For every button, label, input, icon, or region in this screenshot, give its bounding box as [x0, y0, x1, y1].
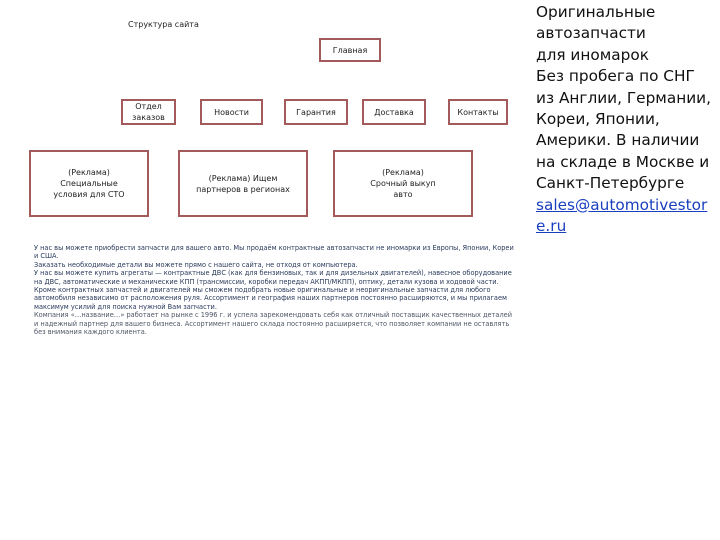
- node-orders: Отдел заказов: [121, 99, 176, 125]
- side-line: из Англии, Германии,: [536, 88, 711, 107]
- side-line: Санкт-Петербурге: [536, 174, 685, 193]
- email-link[interactable]: sales@automotivestor: [536, 195, 708, 214]
- paragraph: Заказать необходимые детали вы можете прямо с нашего сайта, не отходя от компьютера.: [34, 260, 358, 269]
- node-ad-partners: (Реклама) Ищем партнеров в регионах: [178, 150, 308, 217]
- side-line: Америки. В наличии: [536, 131, 700, 150]
- node-main: Главная: [319, 38, 381, 62]
- paragraph: Компания «…название…» работает на рынке с 1996 г. и успела зарекомендовать себя как отличный поставщик качественных деталей и надежный партнер для вашего бизнеса. Ассортимент нашего склада постоянно расширяется, что позволяет компании не оставлять без внимания каждого клиента.: [34, 311, 513, 337]
- side-line: Без пробега по СНГ: [536, 67, 695, 86]
- node-warranty: Гарантия: [284, 99, 348, 125]
- side-line: автозапчасти: [536, 24, 646, 43]
- diagram-title: Структура сайта: [128, 20, 199, 29]
- side-line: Кореи, Японии,: [536, 110, 660, 129]
- node-contacts: Контакты: [448, 99, 508, 125]
- side-line: Оригинальные: [536, 3, 656, 21]
- side-line: на складе в Москве и: [536, 152, 710, 171]
- paragraph: У нас вы можете купить агрегаты — контрактные ДВС (как для бензиновых, так и для дизельных двигателей), навесное оборудование на ДВС, автоматические и механические КПП (трансмиссии, коробки передач АКПП/МКПП), оптику, детали кузова и ходовой части.: [34, 269, 512, 286]
- node-ad-buyout: (Реклама) Срочный выкуп авто: [333, 150, 473, 217]
- paragraph: У нас вы можете приобрести запчасти для вашего авто. Мы продаём контрактные автозапчасти не иномарки из Европы, Японии, Кореи и США.: [34, 244, 514, 261]
- node-ad-sto: (Реклама) Специальные условия для СТО: [29, 150, 149, 217]
- paragraph: Кроме контрактных запчастей и двигателей мы сможем подобрать новые оригинальные и неоригинальные запчасти для любого автомобиля независимо от расположения руля. Ассортимент и география наших партнеров постоянно расширяются, и мы прилагаем максимум усилий для поиска нужной Вам запчасти.: [34, 286, 507, 311]
- email-link[interactable]: e.ru: [536, 217, 567, 236]
- description-text: [34, 244, 518, 336]
- side-advert: [536, 2, 718, 237]
- side-line: для иномарок: [536, 45, 649, 64]
- node-news: Новости: [200, 99, 263, 125]
- node-delivery: Доставка: [362, 99, 426, 125]
